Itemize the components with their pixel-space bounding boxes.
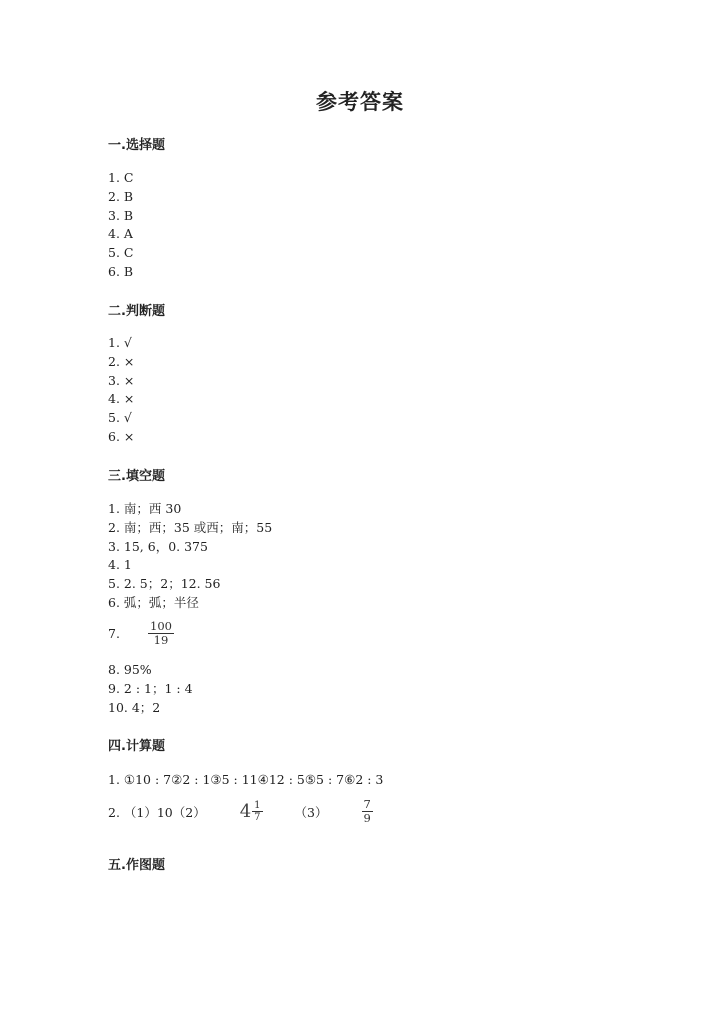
list-item: 1. ①10 : 7②2 : 1③5 : 11④12 : 5⑤5 : 7⑥2 : 3: [108, 772, 384, 787]
fraction: [252, 800, 262, 823]
calc-item-1: [108, 771, 383, 790]
section-heading-judge: 二.判断题: [108, 304, 165, 319]
answer-list-choice: [108, 169, 133, 282]
list-item: 6. 弧；弧；半径: [108, 594, 199, 610]
fraction-numerator: 7: [363, 797, 371, 811]
list-item: 2. 南；西；35 或西；南；55: [108, 519, 273, 535]
answer-list-fill-continued: [108, 661, 193, 717]
list-item: 1. √: [108, 335, 132, 350]
section-heading-choice: 一.选择题: [108, 138, 165, 153]
list-item: 2. B: [108, 188, 134, 204]
list-item: 1. 南；西 30: [108, 501, 182, 516]
list-item: 9. 2 : 1；1 : 4: [108, 680, 193, 696]
mixed-number: [240, 800, 263, 823]
fill-item-7-label: 7.: [108, 626, 120, 641]
list-item: 4. 1: [108, 557, 132, 573]
fraction-numerator: 100: [150, 619, 172, 633]
list-item: 4. A: [108, 226, 133, 242]
list-item: 3. ×: [108, 372, 135, 388]
list-item: 2. ×: [108, 353, 135, 369]
list-item: 5. √: [108, 410, 132, 426]
list-item: 8. 95%: [108, 662, 152, 677]
fraction-denominator: 19: [153, 633, 169, 647]
list-item: 3. B: [108, 207, 134, 223]
fraction-denominator: 9: [363, 811, 371, 825]
list-item: 5. C: [108, 245, 134, 261]
fill-item-7: [108, 620, 174, 647]
section-heading-draw: 五.作图题: [108, 858, 165, 873]
calc-item-2-prefix: 2. （1）10（2）: [108, 804, 206, 820]
answer-list-judge: [108, 334, 134, 447]
list-item: 6. B: [108, 263, 134, 279]
mixed-number-whole: 4: [239, 801, 252, 822]
fraction: [148, 620, 174, 647]
list-item: 1. C: [108, 170, 134, 185]
list-item: 3. 15, 6，0. 375: [108, 538, 208, 554]
list-item: 4. ×: [108, 391, 135, 407]
section-heading-calc: 四.计算题: [108, 739, 165, 754]
fraction-numerator: 1: [254, 800, 261, 811]
section-heading-fill: 三.填空题: [108, 469, 165, 484]
calc-item-2-part3: （3）: [294, 804, 328, 820]
page-title: 参考答案: [316, 90, 404, 114]
fraction-denominator: 7: [254, 812, 261, 823]
calc-item-2: [108, 798, 373, 825]
fraction: [362, 798, 373, 825]
list-item: 5. 2. 5；2；12. 56: [108, 576, 221, 592]
answer-list-fill: [108, 500, 272, 613]
list-item: 6. ×: [108, 428, 135, 444]
list-item: 10. 4；2: [108, 699, 161, 715]
